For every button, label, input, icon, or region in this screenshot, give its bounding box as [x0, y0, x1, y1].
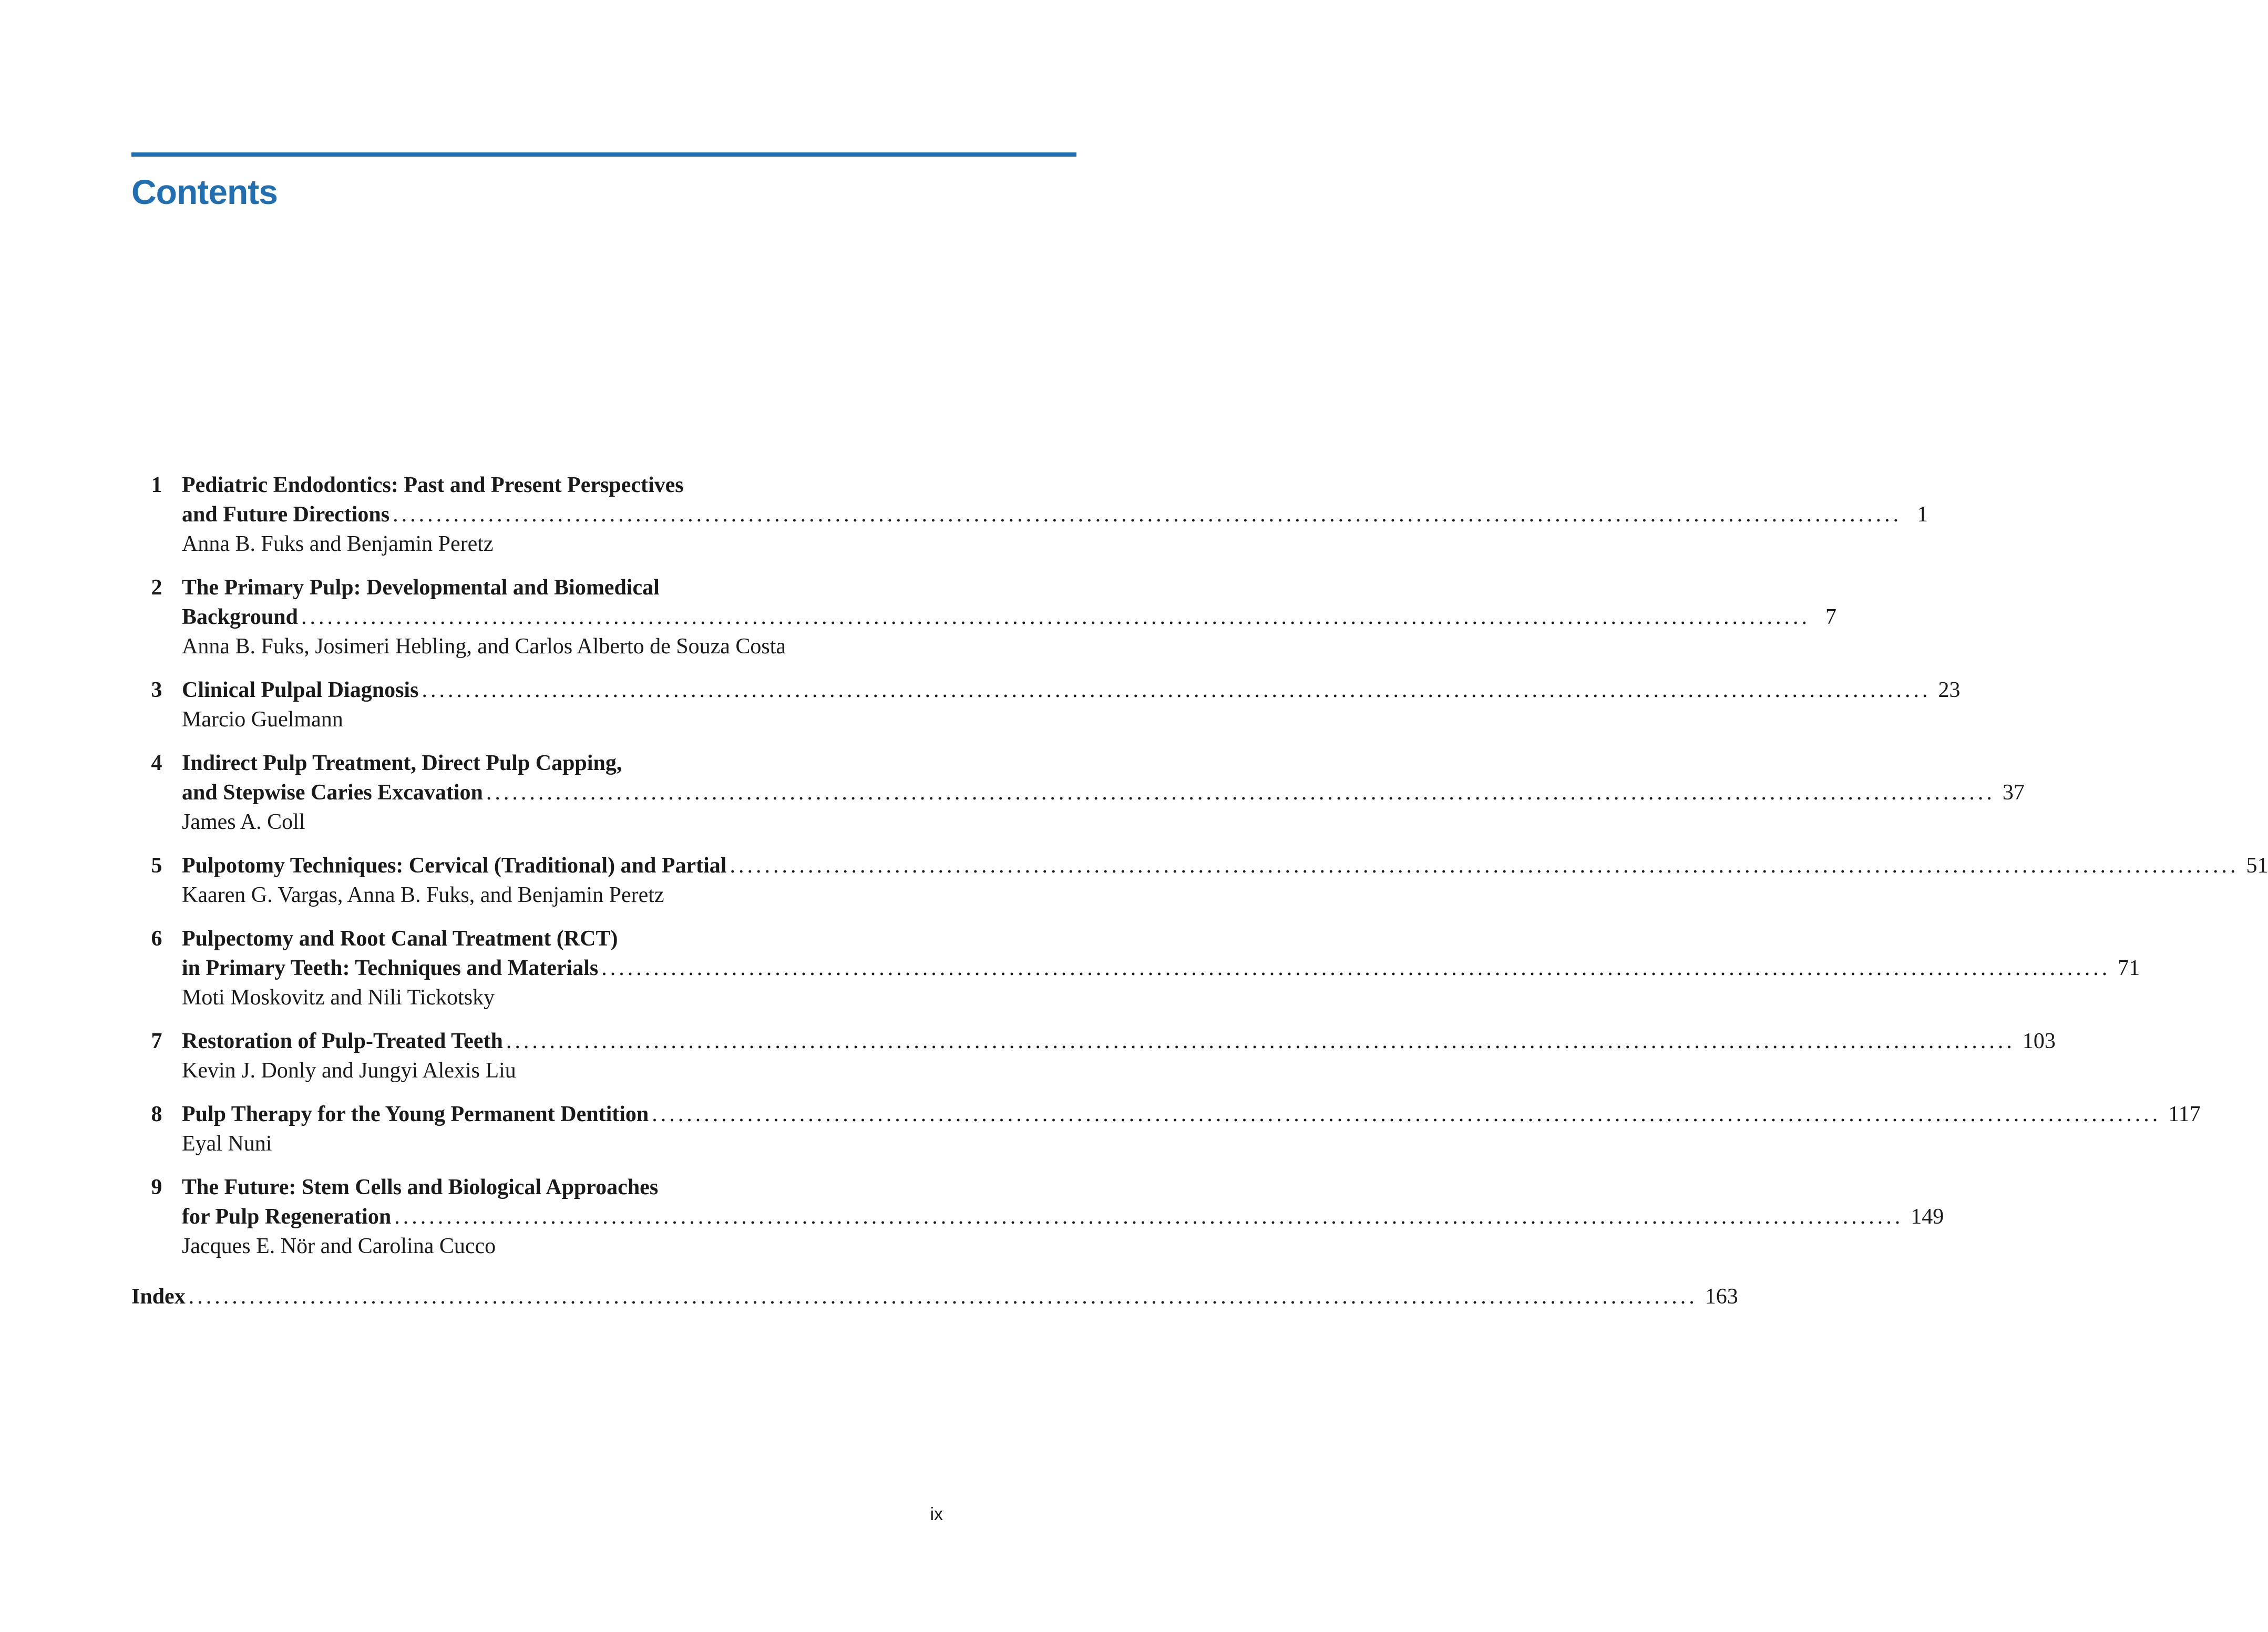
chapter-title[interactable]: Pulpotomy Techniques: Cervical (Traditional) and Partial [182, 854, 727, 878]
chapter-authors: James A. Coll [182, 810, 305, 834]
toc-title-line [131, 953, 2140, 983]
toc-title-line [131, 573, 943, 602]
toc-title-line [131, 602, 1836, 632]
page-number[interactable]: 149 [1911, 1205, 1944, 1229]
toc-author-line [131, 880, 943, 910]
page-number[interactable]: 7 [1825, 605, 1836, 629]
toc-title-line [131, 470, 943, 500]
dot-leader: .............................................................................................................................................................................. [601, 956, 2111, 980]
toc-entry-9[interactable] [131, 1173, 1944, 1261]
toc-title-line [131, 924, 943, 953]
page-number[interactable]: 163 [1705, 1285, 1738, 1309]
toc-title-line [131, 500, 1928, 529]
toc-author-line [131, 1231, 943, 1261]
dot-leader: .............................................................................................................................................................................. [188, 1285, 1698, 1309]
toc-entry-7[interactable] [131, 1027, 2056, 1085]
toc-title-line [131, 1100, 2201, 1129]
toc-title-line [131, 1282, 1738, 1311]
chapter-number: 3 [151, 678, 162, 702]
chapter-number: 9 [151, 1175, 162, 1199]
chapter-authors: Marcio Guelmann [182, 707, 343, 732]
toc-entry-2[interactable] [131, 573, 1836, 661]
page-number[interactable]: 71 [2118, 956, 2140, 980]
dot-leader: .............................................................................................................................................................................. [730, 854, 2239, 878]
toc-author-line [131, 632, 943, 661]
chapter-number: 1 [151, 473, 162, 497]
chapter-authors: Eyal Nuni [182, 1132, 272, 1156]
chapter-title[interactable]: in Primary Teeth: Techniques and Materials [182, 956, 599, 980]
toc-entry-5[interactable] [131, 851, 2268, 910]
chapter-authors: Jacques E. Nör and Carolina Cucco [182, 1234, 496, 1258]
chapter-title[interactable]: Background [182, 605, 298, 629]
toc-entry-1[interactable] [131, 470, 1928, 559]
page-number[interactable]: 103 [2022, 1029, 2056, 1053]
dot-leader: .............................................................................................................................................................................. [652, 1102, 2161, 1126]
header-rule [131, 152, 1076, 157]
chapter-number: 7 [151, 1029, 162, 1053]
chapter-authors: Kevin J. Donly and Jungyi Alexis Liu [182, 1059, 516, 1083]
toc-title-line [131, 675, 1961, 705]
chapter-authors: Anna B. Fuks and Benjamin Peretz [182, 532, 494, 556]
chapter-number: 4 [151, 751, 162, 775]
page-number[interactable]: 1 [1917, 502, 1928, 527]
chapter-title[interactable]: Pulpectomy and Root Canal Treatment (RCT) [182, 927, 618, 951]
dot-leader: .............................................................................................................................................................................. [301, 605, 1810, 629]
chapter-title[interactable]: for Pulp Regeneration [182, 1205, 392, 1229]
toc-title-line [131, 778, 2025, 807]
page-number[interactable]: 37 [2002, 781, 2025, 805]
chapter-title[interactable]: Indirect Pulp Treatment, Direct Pulp Capping, [182, 751, 622, 775]
toc-title-line [131, 851, 2268, 880]
dot-leader: .............................................................................................................................................................................. [422, 678, 1931, 702]
toc-author-line [131, 705, 943, 734]
toc-title-line [131, 748, 943, 778]
table-of-contents [131, 470, 2268, 1326]
toc-author-line [131, 807, 943, 837]
dot-leader: .............................................................................................................................................................................. [486, 781, 1995, 805]
toc-author-line [131, 1129, 943, 1158]
toc-title-line [131, 1202, 1944, 1231]
chapter-title[interactable]: The Primary Pulp: Developmental and Biomedical [182, 576, 660, 600]
page-number[interactable]: 23 [1938, 678, 1961, 702]
chapter-title[interactable]: The Future: Stem Cells and Biological Approaches [182, 1175, 659, 1199]
chapter-number: 2 [151, 576, 162, 600]
chapter-title[interactable]: and Stepwise Caries Excavation [182, 781, 483, 805]
chapter-number: 8 [151, 1102, 162, 1126]
dot-leader: .............................................................................................................................................................................. [506, 1029, 2015, 1053]
page-number[interactable]: 117 [2168, 1102, 2201, 1126]
dot-leader: .............................................................................................................................................................................. [393, 502, 1902, 527]
chapter-authors: Kaaren G. Vargas, Anna B. Fuks, and Benjamin Peretz [182, 883, 664, 907]
chapter-number: 6 [151, 927, 162, 951]
toc-title-line [131, 1027, 2056, 1056]
page-title: Contents [131, 172, 278, 211]
chapter-number: 5 [151, 854, 162, 878]
toc-title-line [131, 1173, 943, 1202]
chapter-title[interactable]: Restoration of Pulp-Treated Teeth [182, 1029, 503, 1053]
chapter-title[interactable]: Pulp Therapy for the Young Permanent Dentition [182, 1102, 649, 1126]
toc-entry-6[interactable] [131, 924, 2140, 1012]
toc-author-line [131, 983, 943, 1012]
index-label[interactable]: Index [131, 1285, 186, 1309]
toc-entry-4[interactable] [131, 748, 2025, 837]
toc-entry-3[interactable] [131, 675, 1961, 734]
chapter-title[interactable]: Clinical Pulpal Diagnosis [182, 678, 419, 702]
chapter-title[interactable]: and Future Directions [182, 502, 390, 527]
toc-entry-8[interactable] [131, 1100, 2201, 1158]
toc-entry-index[interactable] [131, 1282, 1738, 1311]
toc-author-line [131, 529, 943, 559]
dot-leader: .............................................................................................................................................................................. [394, 1205, 1904, 1229]
chapter-authors: Moti Moskovitz and Nili Tickotsky [182, 986, 495, 1010]
chapter-title[interactable]: Pediatric Endodontics: Past and Present Perspectives [182, 473, 684, 497]
page-number[interactable]: 51 [2246, 854, 2268, 878]
chapter-authors: Anna B. Fuks, Josimeri Hebling, and Carlos Alberto de Souza Costa [182, 634, 786, 659]
toc-author-line [131, 1056, 943, 1085]
folio-page-number: ix [930, 1504, 943, 1524]
